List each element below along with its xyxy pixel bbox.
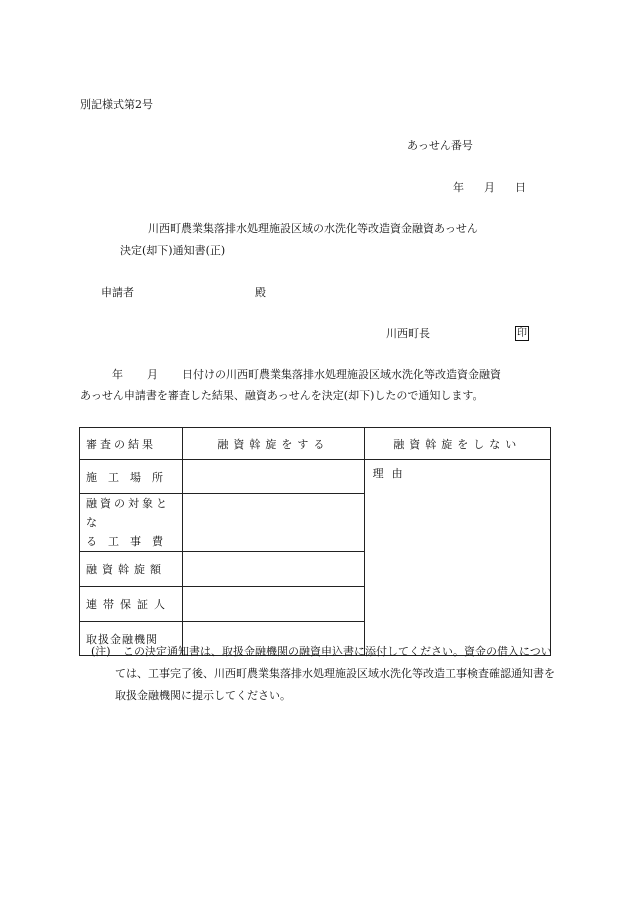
table-header-row bbox=[80, 428, 551, 460]
note-line3: 取扱金融機関に提示してください。 bbox=[115, 689, 291, 702]
document-title-line1: 川西町農業集落排水処理施設区域の水洗化等改造資金融資あっせん bbox=[148, 222, 478, 235]
row-label-work-line2: る工事費 bbox=[86, 535, 174, 548]
header-reject: 融資斡旋をしない bbox=[364, 428, 550, 460]
decision-table bbox=[79, 427, 551, 656]
row-label-work-line1: 融資の対象とな bbox=[86, 497, 170, 529]
applicant-honorific: 殿 bbox=[255, 286, 266, 299]
body-line2: あっせん申請書を審査した結果、融資あっせんを決定(却下)したので通知します。 bbox=[80, 389, 484, 402]
row-label-guarantor: 連帯保証人 bbox=[80, 587, 183, 622]
date-line bbox=[453, 181, 526, 195]
row-label-amount: 融資斡旋額 bbox=[80, 552, 183, 587]
body-line1-rest: 日付けの川西町農業集落排水処理施設区域水洗化等改造資金融資 bbox=[182, 368, 501, 381]
note-line1 bbox=[91, 645, 552, 659]
reason-label: 理由 bbox=[372, 467, 411, 480]
body-line1 bbox=[112, 368, 501, 382]
note-line2: ては、工事完了後、川西町農業集落排水処理施設区域水洗化等改造工事検査確認通知書を bbox=[115, 667, 555, 680]
form-number: 別記様式第2号 bbox=[80, 98, 153, 111]
mediation-number-label: あっせん番号 bbox=[407, 139, 473, 152]
header-result: 審査の結果 bbox=[80, 428, 183, 460]
body-year: 年 bbox=[112, 368, 123, 381]
row-label-bank: 取扱金融機関 bbox=[80, 622, 183, 656]
work-cost-value-cell[interactable] bbox=[183, 494, 364, 552]
guarantor-value-cell[interactable] bbox=[183, 587, 364, 622]
applicant-label: 申請者 bbox=[101, 286, 134, 299]
reason-cell[interactable] bbox=[364, 460, 550, 656]
document-title-line2: 決定(却下)通知書(正) bbox=[120, 244, 226, 257]
body-month: 月 bbox=[147, 368, 158, 381]
note-tag: (注) bbox=[91, 645, 111, 658]
row-label-site: 施工場所 bbox=[80, 460, 183, 494]
amount-value-cell[interactable] bbox=[183, 552, 364, 587]
table-row-site bbox=[80, 460, 551, 494]
note-line1-text: この決定通知書は、取扱金融機関の融資申込書に添付してください。資金の借入につい bbox=[123, 645, 552, 658]
date-day: 日 bbox=[515, 181, 526, 194]
date-month: 月 bbox=[484, 181, 495, 194]
seal-mark: 印 bbox=[517, 328, 527, 339]
date-year: 年 bbox=[453, 181, 464, 194]
header-approve: 融資斡旋をする bbox=[183, 428, 364, 460]
row-label-work-cost bbox=[80, 494, 183, 552]
site-value-cell[interactable] bbox=[183, 460, 364, 494]
issuer-name: 川西町長 bbox=[386, 327, 430, 340]
